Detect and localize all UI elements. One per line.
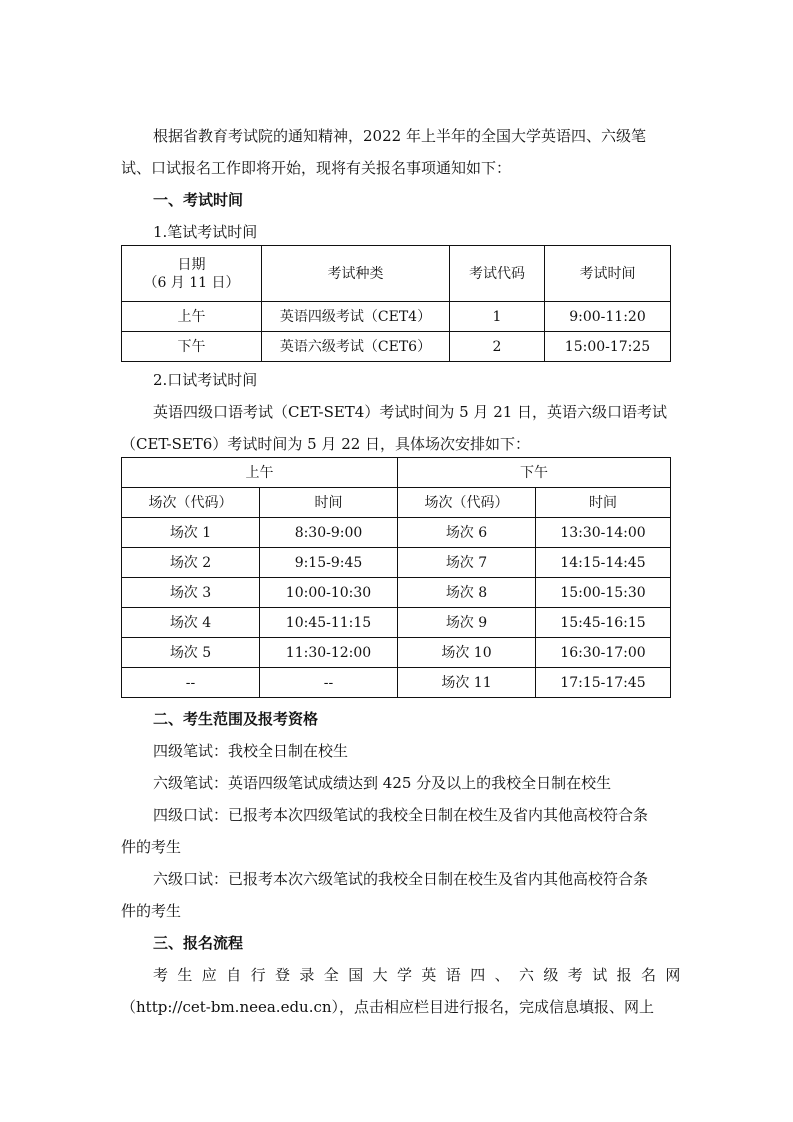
morning-time-cell: 8:30-9:00 <box>260 518 398 548</box>
header-exam-type: 考试种类 <box>262 246 450 302</box>
afternoon-time-cell: 16:30-17:00 <box>536 638 671 668</box>
exam-type-cell: 英语四级考试（CET4） <box>262 302 450 332</box>
oral-exam-table <box>121 457 671 698</box>
afternoon-session-cell: 场次 8 <box>398 578 536 608</box>
header-session: 场次（代码） <box>398 488 536 518</box>
intro-line-2: 试、口试报名工作即将开始，现将有关报名事项通知如下： <box>121 159 512 177</box>
section-1-heading: 一、考试时间 <box>153 191 244 209</box>
table-row <box>122 638 671 668</box>
section-3-heading: 三、报名流程 <box>153 934 244 952</box>
cet4-written-eligibility: 四级笔试：我校全日制在校生 <box>153 742 349 760</box>
exam-time-cell: 9:00-11:20 <box>545 302 671 332</box>
oral-exam-line-1: 英语四级口语考试（CET-SET4）考试时间为 5 月 21 日，英语六级口语考试 <box>153 403 668 421</box>
header-exam-code: 考试代码 <box>450 246 545 302</box>
afternoon-session-cell: 场次 7 <box>398 548 536 578</box>
afternoon-session-cell: 场次 6 <box>398 518 536 548</box>
morning-session-cell: 场次 2 <box>122 548 260 578</box>
morning-session-cell: 场次 1 <box>122 518 260 548</box>
header-time: 时间 <box>260 488 398 518</box>
afternoon-time-cell: 15:45-16:15 <box>536 608 671 638</box>
header-date-label: 日期 <box>177 256 206 273</box>
registration-line-1: 考生应自行登录全国大学英语四、六级考试报名网 <box>153 966 690 984</box>
written-exam-subheading: 1.笔试考试时间 <box>153 223 258 241</box>
morning-time-cell: 11:30-12:00 <box>260 638 398 668</box>
table-row <box>122 578 671 608</box>
table-row <box>122 518 671 548</box>
cet6-oral-eligibility-line-1: 六级口试：已报考本次六级笔试的我校全日制在校生及省内其他高校符合条 <box>153 870 649 888</box>
afternoon-session-cell: 场次 10 <box>398 638 536 668</box>
header-exam-time: 考试时间 <box>545 246 671 302</box>
afternoon-session-cell: 场次 11 <box>398 668 536 698</box>
period-cell: 上午 <box>122 302 262 332</box>
afternoon-time-cell: 17:15-17:45 <box>536 668 671 698</box>
exam-time-cell: 15:00-17:25 <box>545 332 671 362</box>
exam-type-cell: 英语六级考试（CET6） <box>262 332 450 362</box>
table-row <box>122 608 671 638</box>
header-date <box>122 246 262 302</box>
cet6-written-eligibility: 六级笔试：英语四级笔试成绩达到 425 分及以上的我校全日制在校生 <box>153 774 612 792</box>
exam-code-cell: 2 <box>450 332 545 362</box>
table-row <box>122 668 671 698</box>
oral-exam-line-2: （CET-SET6）考试时间为 5 月 22 日，具体场次安排如下： <box>121 435 531 453</box>
afternoon-time-cell: 14:15-14:45 <box>536 548 671 578</box>
morning-session-cell: 场次 5 <box>122 638 260 668</box>
afternoon-session-cell: 场次 9 <box>398 608 536 638</box>
morning-session-cell: -- <box>122 668 260 698</box>
table-subheader-row <box>122 488 671 518</box>
morning-time-cell: 9:15-9:45 <box>260 548 398 578</box>
header-time: 时间 <box>536 488 671 518</box>
table-row <box>122 548 671 578</box>
header-morning: 上午 <box>122 458 398 488</box>
intro-line-1: 根据省教育考试院的通知精神，2022 年上半年的全国大学英语四、六级笔 <box>153 127 646 145</box>
cet4-oral-eligibility-line-1: 四级口试：已报考本次四级笔试的我校全日制在校生及省内其他高校符合条 <box>153 806 649 824</box>
exam-code-cell: 1 <box>450 302 545 332</box>
header-afternoon: 下午 <box>398 458 671 488</box>
morning-time-cell: 10:00-10:30 <box>260 578 398 608</box>
morning-session-cell: 场次 3 <box>122 578 260 608</box>
header-date-detail: （6 月 11 日） <box>143 274 240 291</box>
table-row <box>122 302 671 332</box>
registration-line-2: （http://cet-bm.neea.edu.cn），点击相应栏目进行报名，完成信息填报、网上 <box>121 998 655 1016</box>
section-2-heading: 二、考生范围及报考资格 <box>153 710 319 728</box>
morning-session-cell: 场次 4 <box>122 608 260 638</box>
cet6-oral-eligibility-line-2: 件的考生 <box>121 902 182 920</box>
header-session: 场次（代码） <box>122 488 260 518</box>
morning-time-cell: 10:45-11:15 <box>260 608 398 638</box>
table-row <box>122 332 671 362</box>
table-header-row <box>122 246 671 302</box>
morning-time-cell: -- <box>260 668 398 698</box>
written-exam-table <box>121 245 671 362</box>
period-cell: 下午 <box>122 332 262 362</box>
cet4-oral-eligibility-line-2: 件的考生 <box>121 838 182 856</box>
afternoon-time-cell: 15:00-15:30 <box>536 578 671 608</box>
oral-exam-subheading: 2.口试考试时间 <box>153 371 258 389</box>
table-header-row <box>122 458 671 488</box>
afternoon-time-cell: 13:30-14:00 <box>536 518 671 548</box>
